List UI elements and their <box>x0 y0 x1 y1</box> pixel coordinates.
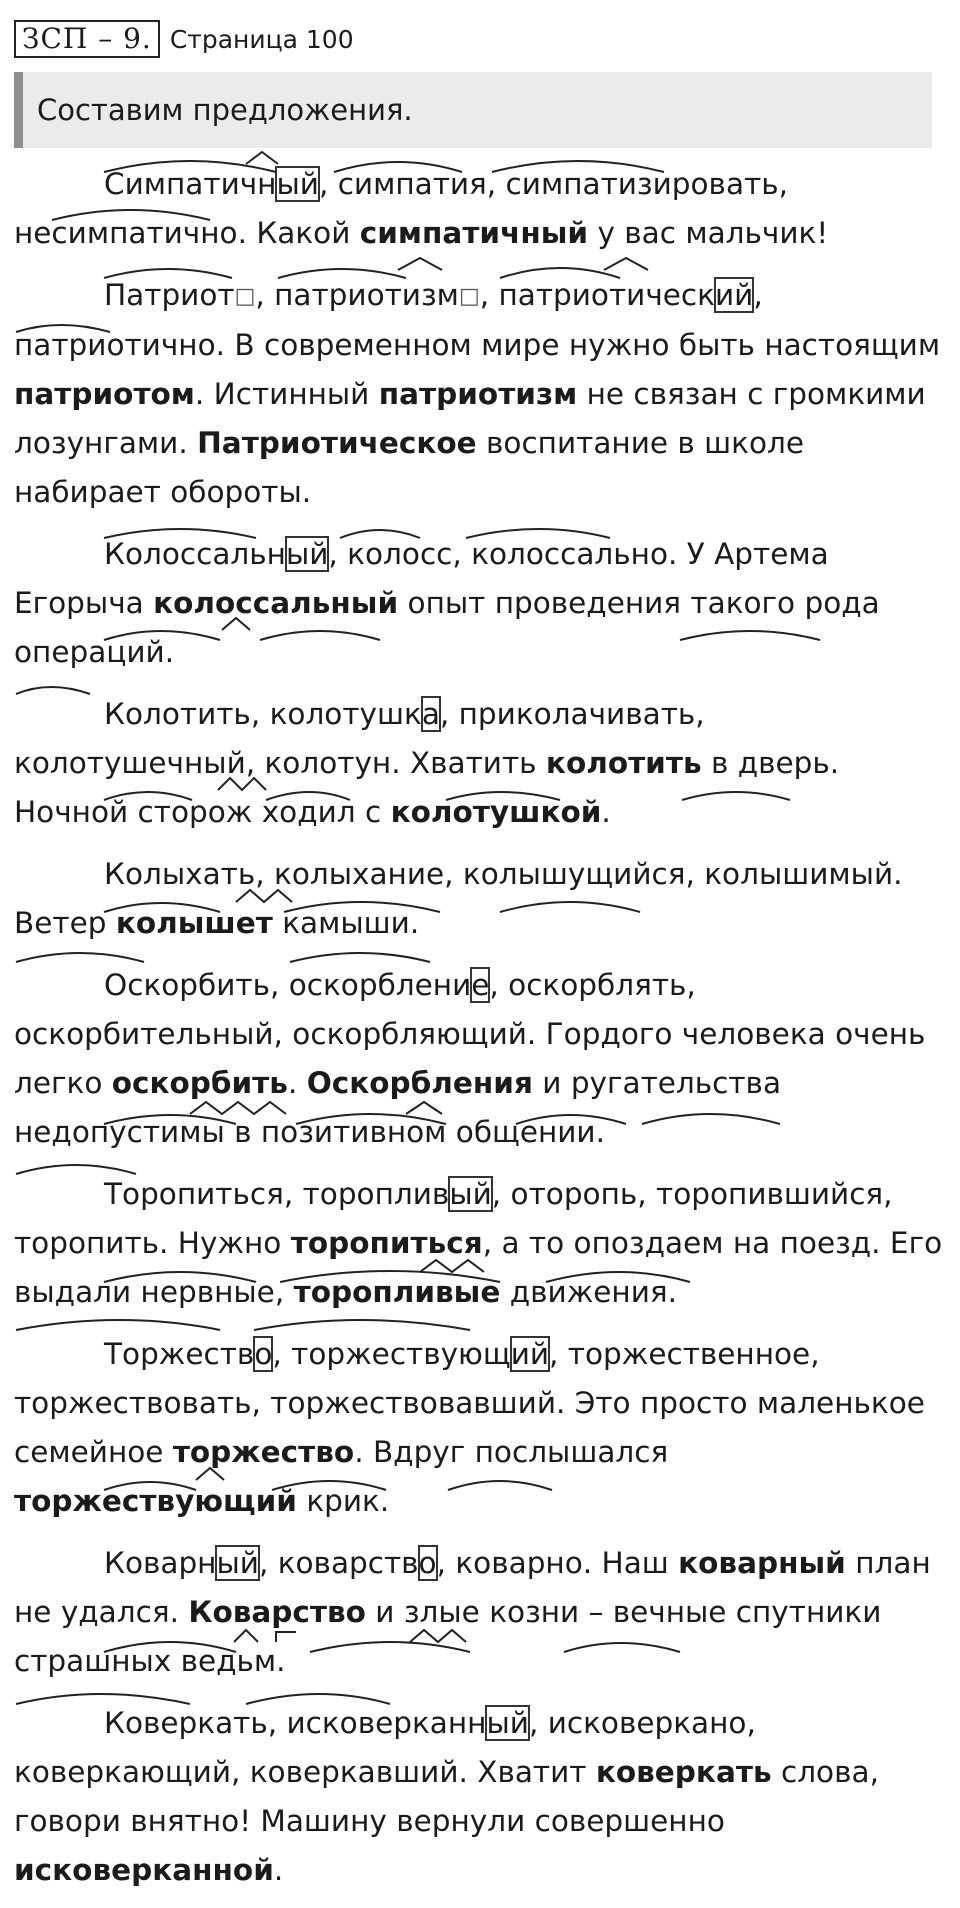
text: , колосс, колоссально. У Артема Егорыча <box>14 537 829 620</box>
text: , патриотично. В современном мире нужно быть настоящим <box>14 278 941 362</box>
text: Симпатичн <box>104 167 277 201</box>
text: Оскорбить, оскорблени <box>104 968 472 1002</box>
text: Колоссальн <box>104 537 286 571</box>
bold-word: колоссальный <box>153 586 399 620</box>
ending-box: ий <box>714 278 754 312</box>
paragraph-10 <box>14 1699 954 1895</box>
ending-box: ий <box>510 1337 550 1371</box>
text: , оскорблять, оскорбительный, оскорбляющий. Гордого человека очень легко <box>14 968 926 1100</box>
ending-box: ый <box>486 1706 529 1740</box>
paragraph-6 <box>14 961 954 1157</box>
ending-box: ый <box>276 167 319 201</box>
ending-box: е <box>471 968 490 1002</box>
paragraph-2 <box>14 271 954 517</box>
paragraph-7 <box>14 1170 954 1317</box>
text: , патриотическ <box>479 278 715 312</box>
text: Коверкать, исковерканн <box>104 1706 487 1740</box>
bold-word: исковерканной <box>14 1853 274 1887</box>
bold-word: коварный <box>678 1546 846 1580</box>
page-number: Страница 100 <box>169 24 354 54</box>
text: Колыхать, колыхание, колышущийся, колышимый. Ветер <box>14 857 903 940</box>
text: слова, говори внятно! Машину вернули совершенно <box>14 1755 879 1838</box>
bold-word: Оскорбления <box>306 1066 533 1100</box>
ending-box: ый <box>216 1546 259 1580</box>
text: , патриотизм <box>255 278 459 312</box>
text: движения. <box>500 1275 677 1309</box>
paragraph-8 <box>14 1330 954 1526</box>
paragraph-5 <box>14 850 954 948</box>
bold-word: торжество <box>172 1435 355 1469</box>
text: и злые козни – вечные спутники страшных ведьм. <box>14 1595 882 1678</box>
text: , исковеркано, коверкающий, коверкавший. Хватит <box>14 1706 756 1789</box>
paragraph-3 <box>14 530 954 677</box>
paragraph-9 <box>14 1539 954 1686</box>
text: не связан с громкими лозунгами. <box>14 377 926 460</box>
text: . Истинный <box>194 377 379 411</box>
text: , коварно. Наш <box>436 1546 679 1580</box>
bold-word: колотить <box>545 746 702 780</box>
text: , а то опоздаем на поезд. Его выдали нервные, <box>14 1226 943 1309</box>
paragraph-4 <box>14 690 954 837</box>
bold-word: Коварство <box>188 1595 366 1629</box>
text: воспитание в школе набирает обороты. <box>14 426 805 509</box>
task-code: ЗСП – 9. <box>14 20 160 58</box>
text: Колотить, колотушк <box>104 697 422 731</box>
text: . Вдруг послышался <box>354 1435 669 1469</box>
text: Коварн <box>104 1546 217 1580</box>
ending-box: о <box>418 1546 437 1580</box>
text: . <box>287 1066 307 1100</box>
bold-word: коверкать <box>595 1755 772 1789</box>
text: Торопиться, тороплив <box>104 1177 450 1211</box>
bold-word: патриотизм <box>378 377 578 411</box>
text: , торжествующ <box>272 1337 511 1371</box>
text: в дверь. Ночной сторож ходил с <box>14 746 840 829</box>
paragraph-1 <box>14 160 954 258</box>
bold-word: колотушкой <box>390 795 602 829</box>
text: и ругательства недопустимы в позитивном общении. <box>14 1066 782 1149</box>
text: Патриот <box>104 278 235 312</box>
zero-ending-box: □ <box>458 284 480 309</box>
ending-box: а <box>421 697 440 731</box>
task-title: Составим предложения. <box>37 93 413 127</box>
exercise-text <box>14 160 954 1908</box>
text: у вас мальчик! <box>588 216 829 250</box>
text: , приколачивать, колотушечный, колотун. Хватить <box>14 697 705 780</box>
text: . <box>601 795 611 829</box>
text: , симпатия, симпатизировать, несимпатично. Какой <box>14 167 788 250</box>
text: , коварств <box>258 1546 419 1580</box>
bold-word: симпатичный <box>359 216 589 250</box>
text: крик. <box>296 1484 390 1518</box>
bold-word: торопливые <box>293 1275 501 1309</box>
ending-box: ый <box>285 537 329 571</box>
zero-ending-box: □ <box>234 284 256 309</box>
text: . <box>273 1853 284 1887</box>
text: план не удался. <box>14 1546 931 1629</box>
text: , торжественное, торжествовать, торжествовавший. Это просто маленькое семейное <box>14 1337 925 1469</box>
bold-word: Патриотическое <box>197 426 477 460</box>
bold-word: колышет <box>115 906 273 940</box>
bold-word: торжествующий <box>14 1484 297 1518</box>
text: камыши. <box>272 906 420 940</box>
ending-box: о <box>254 1337 273 1371</box>
ending-box: ый <box>449 1177 492 1211</box>
text: опыт проведения такого рода операций. <box>14 586 880 669</box>
bold-word: торопиться <box>290 1226 483 1260</box>
text: , оторопь, торопившийся, торопить. Нужно <box>14 1177 893 1260</box>
task-banner <box>14 72 932 148</box>
text: Торжеств <box>104 1337 255 1371</box>
header <box>14 20 354 58</box>
bold-word: патриотом <box>14 377 195 411</box>
bold-word: оскорбить <box>111 1066 288 1100</box>
